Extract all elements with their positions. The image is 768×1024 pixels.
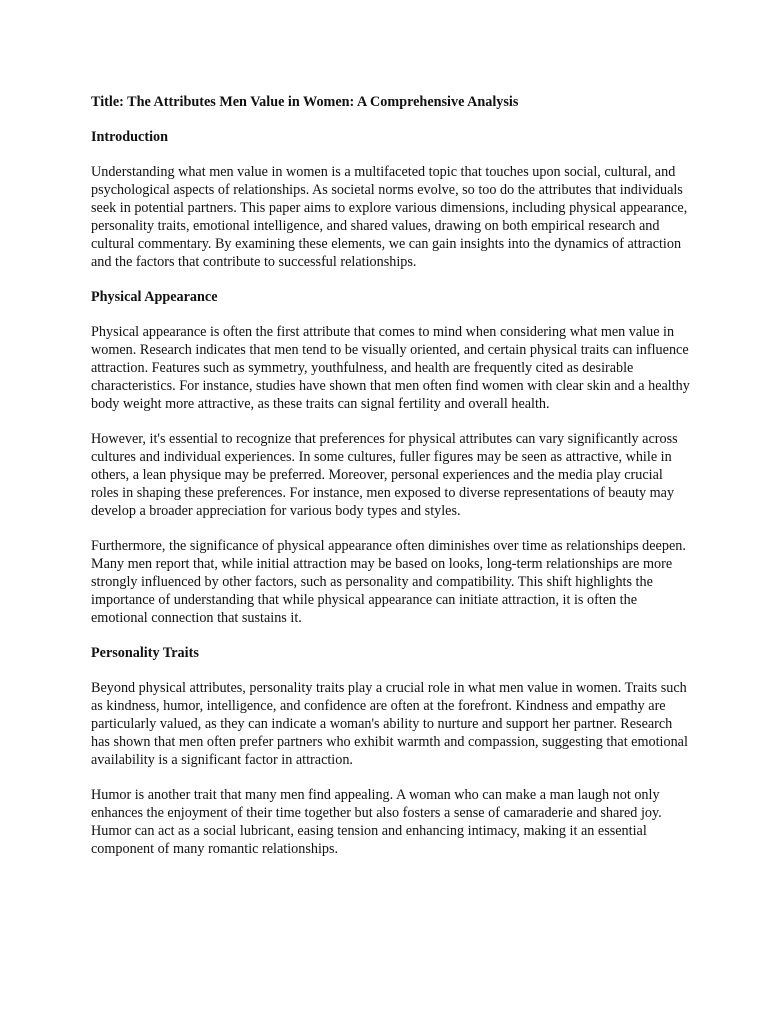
section-heading-physical-appearance: Physical Appearance bbox=[91, 289, 218, 305]
paragraph-personality-traits-2: Humor is another trait that many men find appealing. A woman who can make a man laugh not only enhances the enjoyment of their time together but also fosters a sense of camaraderie and shared joy. Humor can act as a social lubricant, easing tension and enhancing intimacy, making it an essential component of many romantic relationships. bbox=[91, 787, 662, 857]
paragraph-personality-traits-1: Beyond physical attributes, personality traits play a crucial role in what men value in women. Traits such as kindness, humor, intelligence, and confidence are often at the forefront. Kindness and empathy are particularly valued, as they can indicate a woman's ability to nurture and support her partner. Research has shown that men often prefer partners who exhibit warmth and compassion, suggesting that emotional availability is a significant factor in attraction. bbox=[91, 680, 688, 768]
paragraph-physical-appearance-3: Furthermore, the significance of physical appearance often diminishes over time as relationships deepen. Many men report that, while initial attraction may be based on looks, long-term relationships are more strongly influenced by other factors, such as personality and compatibility. This shift highlights the importance of understanding that while physical appearance can initiate attraction, it is often the emotional connection that sustains it. bbox=[91, 538, 686, 626]
paragraph-physical-appearance-2: However, it's essential to recognize that preferences for physical attributes can vary significantly across cultures and individual experiences. In some cultures, fuller figures may be seen as attractive, while in others, a lean physique may be preferred. Moreover, personal experiences and the media play crucial roles in shaping these preferences. For instance, men exposed to diverse representations of beauty may develop a broader appreciation for various body types and styles. bbox=[91, 431, 678, 519]
section-heading-personality-traits: Personality Traits bbox=[91, 645, 199, 661]
section-heading-introduction: Introduction bbox=[91, 129, 168, 145]
paragraph-physical-appearance-1: Physical appearance is often the first attribute that comes to mind when considering what men value in women. Research indicates that men tend to be visually oriented, and certain physical traits can influence attraction. Features such as symmetry, youthfulness, and health are frequently cited as desirable characteristics. For instance, studies have shown that men often find women with clear skin and a healthy body weight more attractive, as these traits can signal fertility and overall health. bbox=[91, 324, 690, 412]
document-page bbox=[91, 93, 691, 875]
paragraph-introduction-1: Understanding what men value in women is a multifaceted topic that touches upon social, cultural, and psychological aspects of relationships. As societal norms evolve, so too do the attributes that individuals seek in potential partners. This paper aims to explore various dimensions, including physical appearance, personality traits, emotional intelligence, and shared values, drawing on both empirical research and cultural commentary. By examining these elements, we can gain insights into the dynamics of attraction and the factors that contribute to successful relationships. bbox=[91, 164, 688, 270]
document-title: Title: The Attributes Men Value in Women: A Comprehensive Analysis bbox=[91, 94, 519, 110]
